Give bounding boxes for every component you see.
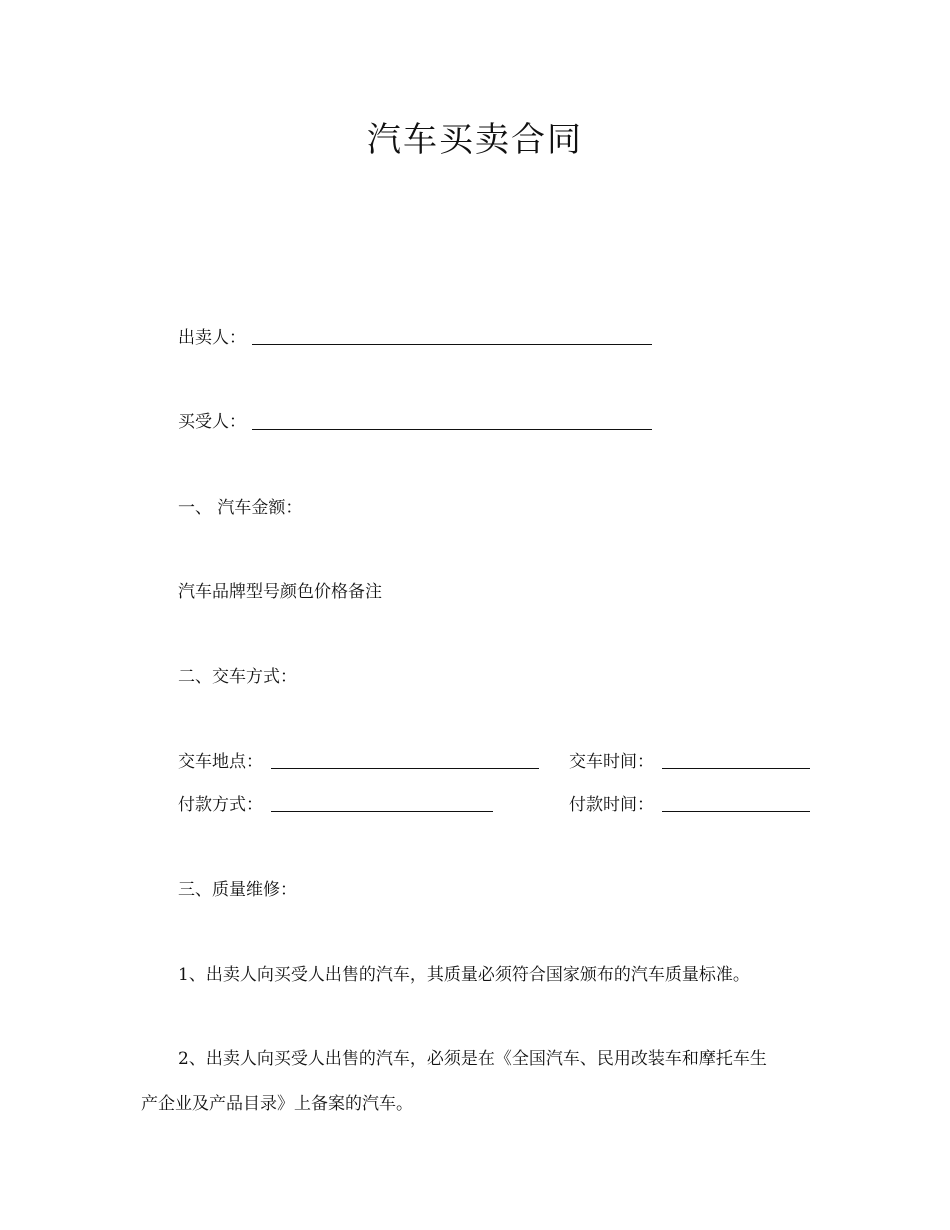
clause-2-line-1: 2、出卖人向买受人出售的汽车，必须是在《全国汽车、民用改装车和摩托车生 [178,1049,767,1069]
delivery-time-label: 交车时间： [569,752,654,772]
section-1-heading: 一、 汽车金额： [178,498,303,518]
seller-label: 出卖人： [178,328,246,348]
clause-1: 1、出卖人向买受人出售的汽车，其质量必须符合国家颁布的汽车质量标准。 [178,965,750,985]
delivery-time-field[interactable] [662,768,810,769]
buyer-field[interactable] [252,429,652,430]
section-1-columns: 汽车品牌型号颜色价格备注 [178,582,382,602]
seller-field[interactable] [252,344,652,345]
buyer-label: 买受人： [178,412,246,432]
clause-2-line-2: 产企业及产品目录》上备案的汽车。 [141,1094,413,1114]
section-2-heading: 二、交车方式： [178,667,297,687]
payment-method-field[interactable] [271,811,493,812]
delivery-place-field[interactable] [271,768,539,769]
page-title: 汽车买卖合同 [367,120,583,160]
payment-method-label: 付款方式： [178,795,263,815]
payment-time-label: 付款时间： [569,795,654,815]
delivery-place-label: 交车地点： [178,752,263,772]
payment-time-field[interactable] [662,811,810,812]
section-3-heading: 三、质量维修： [178,880,297,900]
